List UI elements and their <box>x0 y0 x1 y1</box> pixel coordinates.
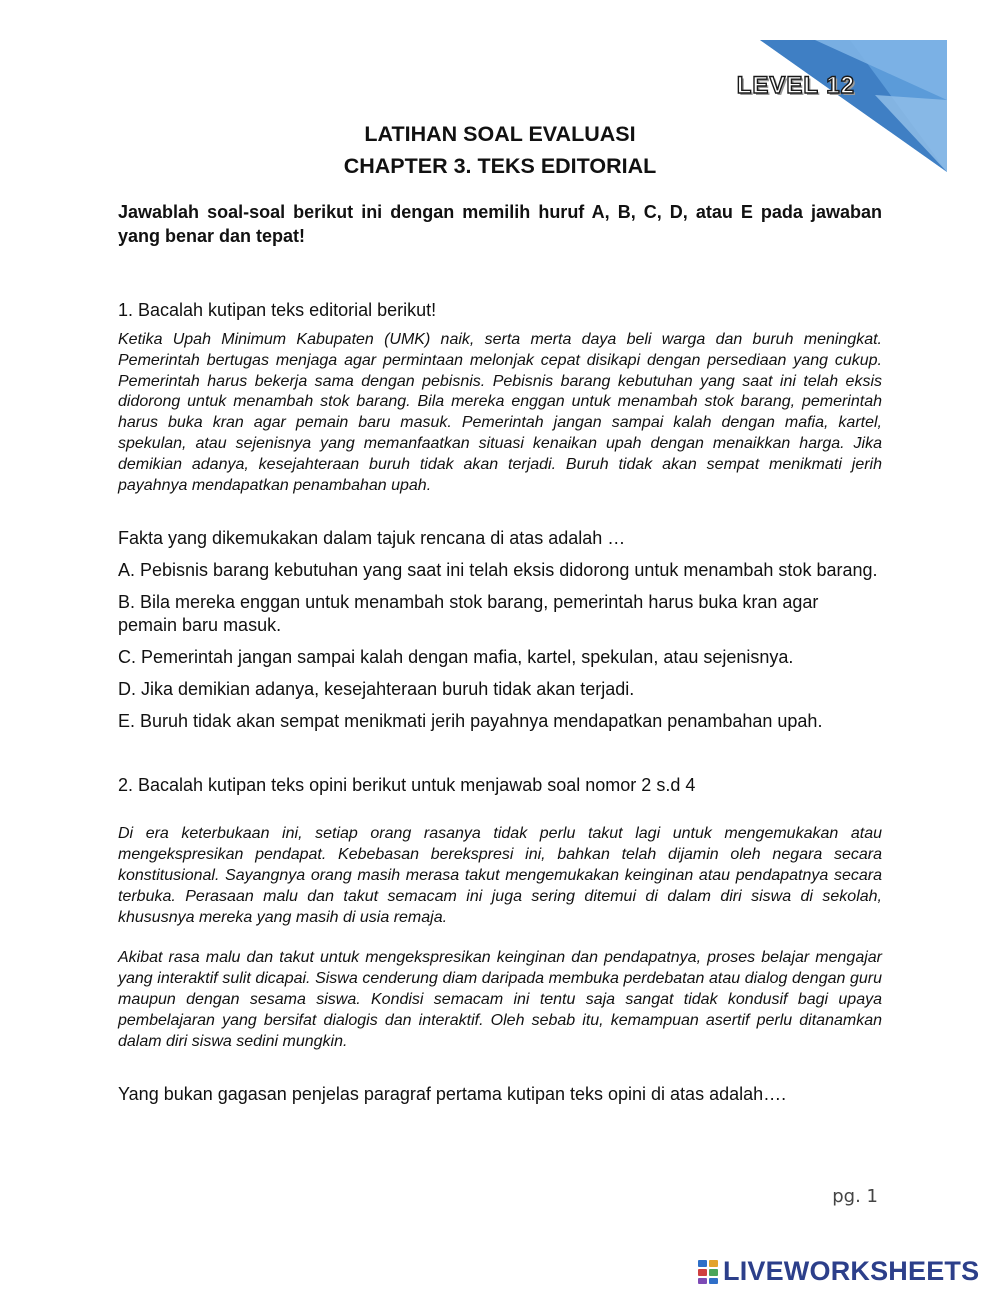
question-2-paragraph-1: Di era keterbukaan ini, setiap orang rasanya tidak perlu takut lagi untuk mengemukakan atau mengekspresikan pendapat. Kebebasan berekspresi ini, bahkan telah dijamin oleh negara secara konstitusional. Sayangnya orang masih merasa takut mengemukakan keinginan atau pendapatnya secara terbuka. Perasaan malu dan takut semacam ini juga sering ditemui di dalam diri siswa di sekolah, khususnya mereka yang masih di usia remaja. <box>118 825 882 926</box>
title-line-1: LATIHAN SOAL EVALUASI <box>364 122 636 146</box>
option-b[interactable]: B. Bila mereka enggan untuk menambah stok barang, pemerintah harus buka kran agar pemain baru masuk. <box>118 592 819 636</box>
liveworksheets-blocks-icon <box>697 1259 719 1285</box>
question-2-prompt: Yang bukan gagasan penjelas paragraf pertama kutipan teks opini di atas adalah…. <box>118 1084 787 1105</box>
liveworksheets-logo <box>697 1256 979 1287</box>
level-label: LEVEL 12 <box>736 72 855 99</box>
question-1-heading: 1. Bacalah kutipan teks editorial berikut! <box>118 300 437 320</box>
option-e[interactable]: E. Buruh tidak akan sempat menikmati jerih payahnya mendapatkan penambahan upah. <box>118 711 823 732</box>
page-number: pg. 1 <box>832 1186 878 1207</box>
worksheet-content <box>118 200 882 1106</box>
option-d[interactable]: D. Jika demikian adanya, kesejahteraan buruh tidak akan terjadi. <box>118 679 635 700</box>
instruction-text: Jawablah soal-soal berikut ini dengan memilih huruf A, B, C, D, atau E pada jawaban yang benar dan tepat! <box>118 202 882 246</box>
question-1-prompt: Fakta yang dikemukakan dalam tajuk rencana di atas adalah … <box>118 528 626 549</box>
liveworksheets-wordmark: LIVEWORKSHEETS <box>723 1256 980 1286</box>
page-title <box>0 118 1000 182</box>
option-c[interactable]: C. Pemerintah jangan sampai kalah dengan mafia, kartel, spekulan, atau sejenisnya. <box>118 647 794 668</box>
question-2-heading: 2. Bacalah kutipan teks opini berikut untuk menjawab soal nomor 2 s.d 4 <box>118 775 696 796</box>
question-1-passage: Ketika Upah Minimum Kabupaten (UMK) naik, serta merta daya beli warga dan buruh meningkat. Pemerintah bertugas menjaga agar permintaan melonjak cepat disikapi dengan persediaan yang cukup. Pemerintah harus bekerja sama dengan pebisnis. Pebisnis barang kebutuhan yang saat ini telah eksis didorong untuk menambah stok barang. Bila mereka enggan untuk menambah stok barang, pemerintah harus buka kran agar pemain baru masuk. Pemerintah jangan sampai kalah dengan mafia, kartel, spekulan, atau sejenisnya yang memanfaatkan situasi kenaikan upah dengan menaikkan harga. Jika demikian adanya, kesejahteraan buruh tidak akan terjadi. Buruh tidak akan sempat menikmati jerih payahnya mendapatkan penambahan upah. <box>118 331 882 494</box>
question-2-paragraph-2: Akibat rasa malu dan takut untuk mengekspresikan keinginan dan pendapatnya, proses belajar mengajar yang interaktif sulit dicapai. Siswa cenderung diam daripada membuka perdebatan atau dialog dengan guru maupun dengan sesama siswa. Kondisi semacam ini tentu saja sangat tidak kondusif bagi upaya pembelajaran yang bersifat dialogis dan interaktif. Oleh sebab itu, kemampuan asertif perlu ditanamkan dalam diri siswa sedini mungkin. <box>118 949 882 1050</box>
title-line-2: CHAPTER 3. TEKS EDITORIAL <box>343 154 657 178</box>
option-a[interactable]: A. Pebisnis barang kebutuhan yang saat ini telah eksis didorong untuk menambah stok barang. <box>118 560 878 581</box>
